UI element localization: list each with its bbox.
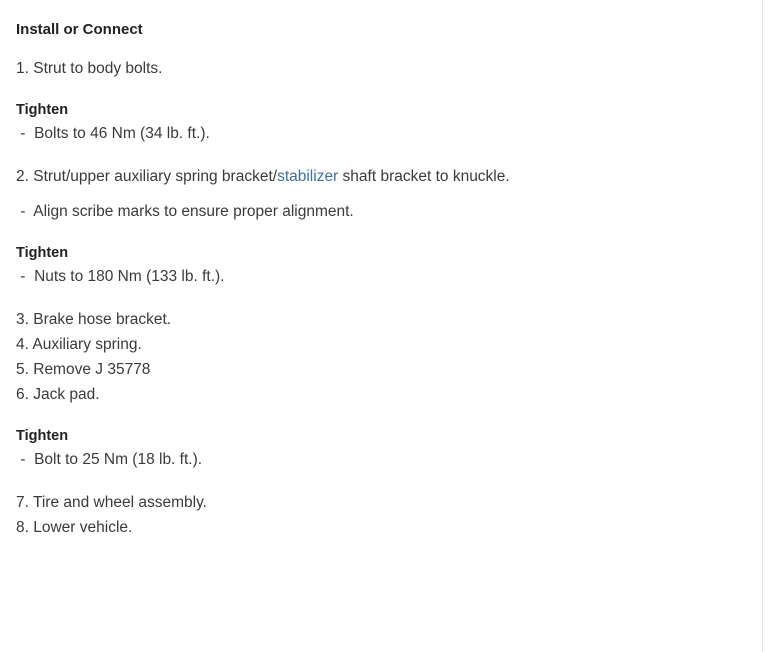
tighten-block-2 xyxy=(0,242,775,289)
tighten-label-text: Tighten xyxy=(16,102,69,118)
stabilizer-link[interactable]: stabilizer xyxy=(277,168,339,185)
step-text: Lower vehicle. xyxy=(28,519,133,536)
list-item xyxy=(16,357,775,382)
tighten-spec-line: - Bolt to 25 Nm (18 lb. ft.). xyxy=(16,451,203,468)
list-item xyxy=(16,490,775,515)
step-text-before-link: Strut/upper auxiliary spring bracket/ xyxy=(28,168,278,185)
step-text: Strut to body bolts. xyxy=(28,60,163,77)
list-item xyxy=(16,164,775,189)
step-number: 5. xyxy=(16,361,29,378)
list-item xyxy=(16,382,775,407)
step-number: 1. xyxy=(16,60,29,77)
step-2-note: - Align scribe marks to ensure proper alignment. xyxy=(16,203,354,220)
tighten-spec-line: - Nuts to 180 Nm (133 lb. ft.). xyxy=(16,268,225,285)
steps-group-1 xyxy=(16,56,775,81)
step-number: 7. xyxy=(16,494,29,511)
step-text: Auxiliary spring. xyxy=(28,336,142,353)
step-number: 2. xyxy=(16,168,29,185)
list-item xyxy=(16,332,775,357)
spacer xyxy=(0,40,775,56)
page-title: Install or Connect xyxy=(16,21,143,38)
tighten-spec-line: - Bolts to 46 Nm (34 lb. ft.). xyxy=(16,125,210,142)
steps-group-3 xyxy=(16,490,775,540)
step-number: 3. xyxy=(16,311,29,328)
step-number: 8. xyxy=(16,519,29,536)
tighten-block-1 xyxy=(0,99,775,146)
step-text: Jack pad. xyxy=(28,386,100,403)
list-item xyxy=(16,307,775,332)
tighten-label xyxy=(16,425,775,447)
spacer xyxy=(0,189,775,199)
list-item xyxy=(16,56,775,81)
step-text: Tire and wheel assembly. xyxy=(28,494,207,511)
tighten-label xyxy=(16,99,775,121)
tighten-label-text: Tighten xyxy=(16,428,69,444)
tighten-label-text: Tighten xyxy=(16,245,69,261)
step-number: 6. xyxy=(16,386,29,403)
step-text: Brake hose bracket. xyxy=(28,311,172,328)
list-item xyxy=(16,515,775,540)
steps-group-2 xyxy=(16,307,775,407)
tighten-block-3 xyxy=(0,425,775,472)
tighten-label xyxy=(16,242,775,264)
step-text: Remove J 35778 xyxy=(28,361,151,378)
right-divider-rule xyxy=(762,0,763,652)
step-number: 4. xyxy=(16,336,29,353)
step-text-after-link: shaft bracket to knuckle. xyxy=(338,168,510,185)
step-2-container xyxy=(16,164,775,189)
